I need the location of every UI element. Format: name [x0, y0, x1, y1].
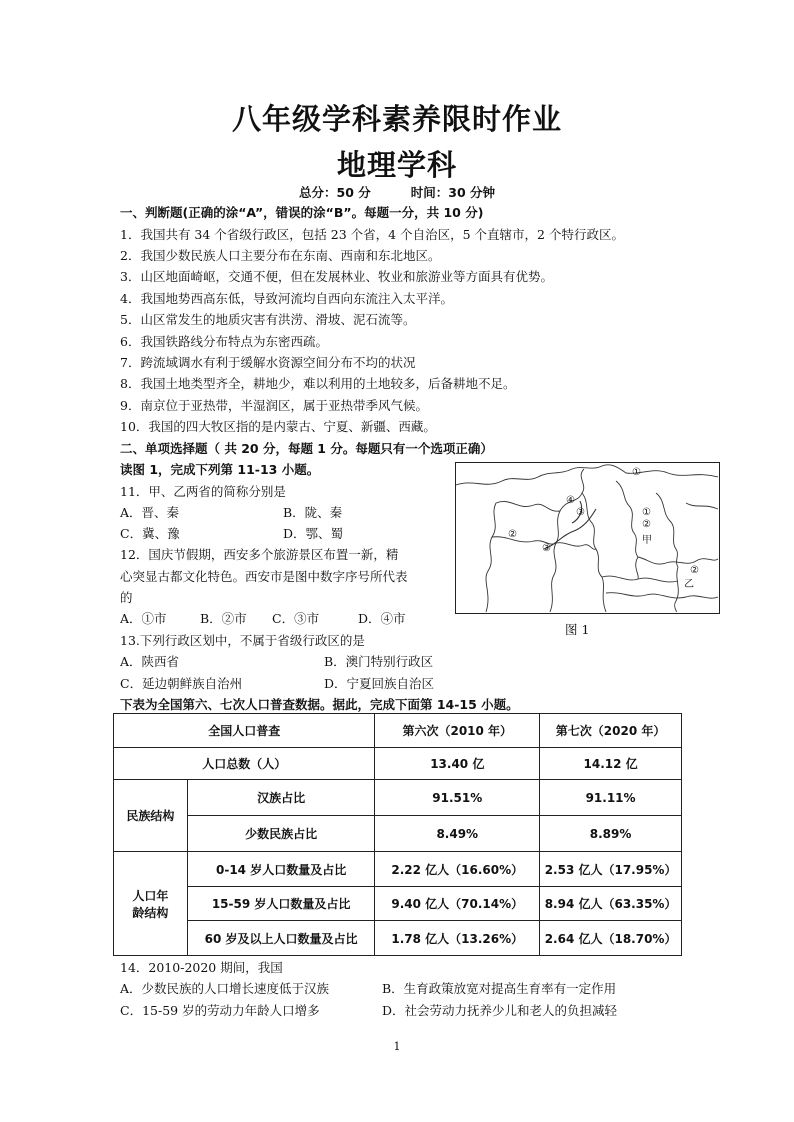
q13-option-d: D．宁夏回族自治区 [324, 676, 435, 691]
tf-item-1: 1．我国共有 34 个省级行政区，包括 23 个省，4 个自治区，5 个直辖市，2 个特行政区。 [120, 227, 624, 242]
tf-item-9: 9．南京位于亚热带，半湿润区，属于亚热带季风气候。 [120, 398, 428, 413]
map-label-yi: 乙 [684, 579, 694, 590]
q14-option-b: B．生育政策放宽对提高生育率有一定作用 [382, 981, 617, 996]
age1-label: 0-14 岁人口数量及占比 [187, 852, 375, 887]
section2-heading: 二、单项选择题（ 共 20 分，每题 1 分。每题只有一个选项正确） [120, 441, 493, 456]
tf-item-2: 2．我国少数民族人口主要分布在东南、西南和东北地区。 [120, 248, 441, 263]
q12-stem-line3: 的 [120, 590, 133, 605]
tf-item-4: 4．我国地势西高东低，导致河流均自西向东流注入太平洋。 [120, 291, 453, 306]
table-intro: 下表为全国第六、七次人口普查数据。据此，完成下面第 14-15 小题。 [120, 697, 519, 712]
age2-label: 15-59 岁人口数量及占比 [187, 887, 375, 921]
age3-2010: 1.78 亿人（13.26%） [375, 921, 540, 956]
tf-item-3: 3．山区地面崎岖，交通不便，但在发展林业、牧业和旅游业等方面具有优势。 [120, 269, 553, 284]
han-2010: 91.51% [375, 780, 540, 816]
q12-option-b: B．②市 [200, 611, 247, 626]
map-marker-2b: ② [508, 529, 517, 540]
age1-2020: 2.53 亿人（17.95%） [540, 852, 682, 887]
table-row [114, 852, 682, 887]
map-marker-1: ① [632, 467, 641, 478]
total-2010: 13.40 亿 [375, 748, 540, 780]
map-caption: 图 1 [565, 622, 590, 637]
table-row [114, 780, 682, 816]
section1-heading: 一、判断题(正确的涂“A”，错误的涂“B”。每题一分，共 10 分) [120, 205, 484, 220]
tf-item-6: 6．我国铁路线分布特点为东密西疏。 [120, 334, 328, 349]
total-2020: 14.12 亿 [540, 748, 682, 780]
age3-2020: 2.64 亿人（18.70%） [540, 921, 682, 956]
table-row [114, 748, 682, 780]
table-row [114, 816, 682, 852]
han-label: 汉族占比 [187, 780, 375, 816]
age1-2010: 2.22 亿人（16.60%） [375, 852, 540, 887]
q14-option-a: A．少数民族的人口增长速度低于汉族 [120, 981, 330, 996]
map-marker-4: ④ [566, 495, 575, 506]
map-intro: 读图 1，完成下列第 11-13 小题。 [120, 462, 320, 477]
q13-option-a: A．陕西省 [120, 654, 180, 669]
table-row [114, 921, 682, 956]
q12-option-d: D．④市 [358, 611, 406, 626]
exam-meta [0, 183, 794, 201]
age3-label: 60 岁及以上人口数量及占比 [187, 921, 375, 956]
subject-title: 地理学科 [336, 148, 457, 182]
exam-title: 八年级学科素养限时作业 [231, 102, 562, 136]
table-header-row [114, 714, 682, 748]
table-row [114, 887, 682, 921]
tf-item-5: 5．山区常发生的地质灾害有洪涝、滑坡、泥石流等。 [120, 312, 416, 327]
q12-stem-line2: 心突显古都文化特色。西安市是图中数字序号所代表 [120, 569, 408, 584]
total-label: 人口总数（人） [114, 748, 375, 780]
map-marker-2: ② [642, 519, 651, 530]
tf-item-7: 7．跨流域调水有利于缓解水资源空间分布不均的状况 [120, 355, 416, 370]
age2-2010: 9.40 亿人（70.14%） [375, 887, 540, 921]
tf-item-8: 8．我国土地类型齐全，耕地少，难以利用的土地较多，后备耕地不足。 [120, 376, 516, 391]
header-2020: 第七次（2020 年） [540, 714, 682, 748]
q14-stem: 14．2010-2020 期间，我国 [120, 960, 283, 975]
age-structure-line2: 龄结构 [132, 905, 169, 920]
total-score: 总分：50 分 [299, 185, 371, 200]
map-marker-2c: ② [690, 565, 699, 576]
age-structure-line1: 人口年 [132, 888, 169, 903]
q12-option-c: C．③市 [272, 611, 320, 626]
minority-2020: 8.89% [540, 816, 682, 852]
q12-option-a: A．①市 [120, 611, 167, 626]
q13-stem: 13.下列行政区划中，不属于省级行政区的是 [120, 633, 365, 648]
map-label-jia: 甲 [642, 535, 652, 546]
census-table [113, 713, 682, 956]
page-number: 1 [393, 1040, 401, 1053]
province-map-drawing [456, 463, 718, 612]
age-structure-label [114, 852, 188, 956]
minority-label: 少数民族占比 [187, 816, 375, 852]
q11-option-d: D．鄂、蜀 [283, 526, 344, 541]
map-marker-3b: ③ [542, 543, 551, 554]
ethnic-structure-label: 民族结构 [114, 780, 188, 852]
province-map [455, 462, 720, 614]
q11-option-a: A．晋、秦 [120, 505, 180, 520]
q11-option-c: C．冀、豫 [120, 526, 180, 541]
q11-stem: 11．甲、乙两省的简称分别是 [120, 484, 286, 499]
map-marker-3: ③ [576, 507, 585, 518]
q12-stem-line1: 12．国庆节假期，西安多个旅游景区布置一新，精 [120, 547, 399, 562]
exam-time: 时间：30 分钟 [410, 185, 495, 200]
q14-option-d: D．社会劳动力抚养少儿和老人的负担减轻 [382, 1003, 618, 1018]
q13-option-b: B．澳门特别行政区 [324, 654, 434, 669]
header-survey: 全国人口普查 [114, 714, 375, 748]
tf-item-10: 10．我国的四大牧区指的是内蒙古、宁夏、新疆、西藏。 [120, 419, 436, 434]
map-marker-1b: ① [642, 507, 651, 518]
q14-option-c: C．15-59 岁的劳动力年龄人口增多 [120, 1003, 320, 1018]
han-2020: 91.11% [540, 780, 682, 816]
minority-2010: 8.49% [375, 816, 540, 852]
q11-option-b: B．陇、秦 [283, 505, 343, 520]
header-2010: 第六次（2010 年） [375, 714, 540, 748]
q13-option-c: C．延边朝鲜族自治州 [120, 676, 243, 691]
age2-2020: 8.94 亿人（63.35%） [540, 887, 682, 921]
